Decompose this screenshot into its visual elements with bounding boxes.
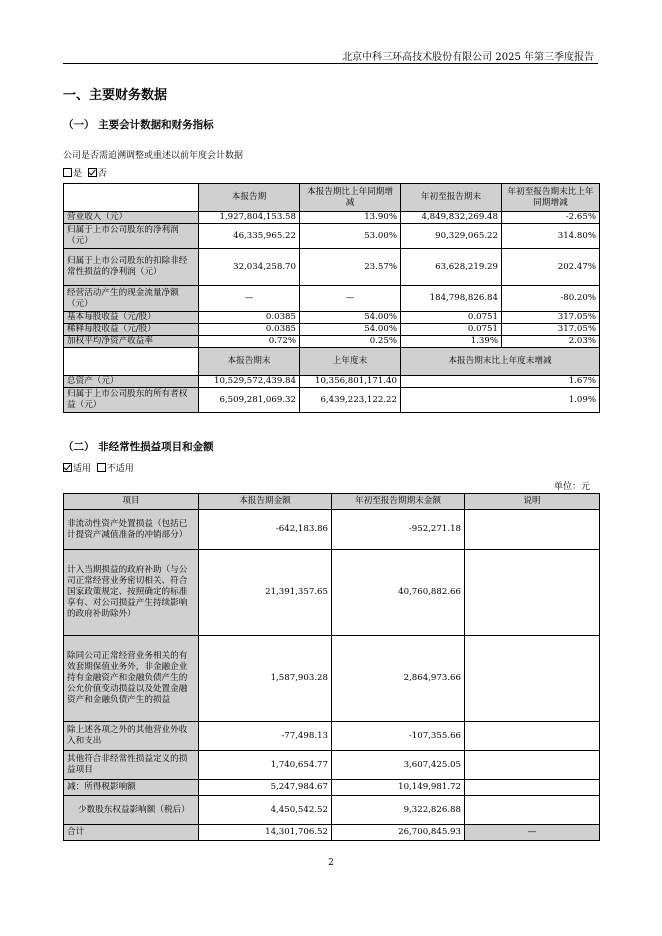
cell: 317.05% — [502, 324, 600, 336]
cell: 202.47% — [502, 249, 600, 286]
table2-header: 说明 — [465, 494, 600, 510]
row-label: 营业收入（元） — [64, 212, 199, 224]
cell: 46,335,965.22 — [199, 224, 300, 249]
cell: 1,927,804,153.58 — [199, 212, 300, 224]
cell: 1.67% — [401, 376, 600, 388]
cell: 1,740,654.77 — [199, 751, 332, 780]
table1-header: 年初至报告期末比上年同期增减 — [502, 184, 600, 212]
cell: — — [300, 286, 401, 312]
cell: 3,607,425.05 — [332, 751, 465, 780]
row-label: 归属于上市公司股东的净利润（元） — [64, 224, 199, 249]
cell: 10,149,981.72 — [332, 780, 465, 796]
unit-label: 单位：元 — [553, 482, 590, 492]
applicability-options — [63, 461, 134, 474]
restatement-note: 公司是否需追溯调整或重述以前年度会计数据 — [63, 151, 244, 161]
option-yes-label: 是 — [73, 169, 83, 179]
cell: 1,587,903.28 — [199, 636, 332, 722]
row-label: 少数股东权益影响额（税后） — [64, 796, 199, 825]
row-label: 归属于上市公司股东的扣除非经常性损益的净利润（元） — [64, 249, 199, 286]
table-row — [64, 249, 600, 286]
row-label: 合计 — [64, 825, 199, 841]
table-row — [64, 212, 600, 224]
restatement-options — [63, 166, 107, 179]
cell: 13.90% — [300, 212, 401, 224]
cell: -642,183.86 — [199, 510, 332, 550]
cell: 1.09% — [401, 388, 600, 413]
cell: 4,450,542.52 — [199, 796, 332, 825]
table2-header: 年初至报告期期末金额 — [332, 494, 465, 510]
cell: 317.05% — [502, 312, 600, 324]
cell: -80.20% — [502, 286, 600, 312]
table1-header-empty — [64, 184, 199, 212]
table1-header: 本报告期 — [199, 184, 300, 212]
table1-header-row-2 — [64, 348, 600, 376]
cell: 184,798,826.84 — [401, 286, 502, 312]
cell: 0.0751 — [401, 312, 502, 324]
cell: 2,864,973.66 — [332, 636, 465, 722]
checkbox-apply[interactable] — [63, 463, 72, 472]
table-row — [64, 780, 600, 796]
cell: — — [199, 286, 300, 312]
table-row — [64, 286, 600, 312]
row-label: 其他符合非经常性损益定义的损益项目 — [64, 751, 199, 780]
table-row — [64, 636, 600, 722]
cell: 53.00% — [300, 224, 401, 249]
option-no-label: 否 — [97, 169, 107, 179]
cell: 26,700,845.93 — [332, 825, 465, 841]
section-title: 一、主要财务数据 — [63, 88, 168, 103]
cell: 0.25% — [300, 336, 401, 348]
table1-header: 本报告期末比上年度末增减 — [401, 348, 600, 376]
cell: 54.00% — [300, 312, 401, 324]
cell: 10,356,801,171.40 — [300, 376, 401, 388]
table-row — [64, 550, 600, 636]
cell: 14,301,706.52 — [199, 825, 332, 841]
cell: 2.03% — [502, 336, 600, 348]
row-label: 经营活动产生的现金流量净额（元） — [64, 286, 199, 312]
report-header: 北京中科三环高技术股份有限公司 2025 年第三季度报告 — [342, 52, 594, 63]
option-apply-label: 适用 — [73, 464, 92, 474]
table1-header: 本报告期比上年同期增减 — [300, 184, 401, 212]
row-label: 减：所得税影响额 — [64, 780, 199, 796]
table1-header: 上年度末 — [300, 348, 401, 376]
cell: 21,391,357.65 — [199, 550, 332, 636]
subsection-1-title: （一） 主要会计数据和财务指标 — [63, 119, 214, 131]
row-label: 除上述各项之外的其他营业外收入和支出 — [64, 722, 199, 751]
cell: 10,529,572,439.84 — [199, 376, 300, 388]
cell: 5,247,984.67 — [199, 780, 332, 796]
table1-header-empty — [64, 348, 199, 376]
cell — [465, 550, 600, 636]
cell: -952,271.18 — [332, 510, 465, 550]
cell — [465, 780, 600, 796]
row-label: 计入当期损益的政府补助（与公司正常经营业务密切相关、符合国家政策规定、按照确定的标准享有、对公司损益产生持续影响的政府补助除外） — [64, 550, 199, 636]
row-label: 非流动性资产处置损益（包括已计提资产减值准备的冲销部分） — [64, 510, 199, 550]
cell: 40,760,882.66 — [332, 550, 465, 636]
header-divider — [63, 63, 598, 64]
cell: 63,628,219.29 — [401, 249, 502, 286]
table-row — [64, 376, 600, 388]
non-recurring-items-table — [63, 493, 600, 841]
checkbox-yes[interactable] — [63, 168, 72, 177]
table1-header: 本报告期末 — [199, 348, 300, 376]
table1-header: 年初至报告期末 — [401, 184, 502, 212]
cell: -77,498.13 — [199, 722, 332, 751]
row-label: 稀释每股收益（元/股） — [64, 324, 199, 336]
option-not-apply-label: 不适用 — [106, 464, 134, 474]
cell: 23.57% — [300, 249, 401, 286]
cell — [465, 722, 600, 751]
row-label: 基本每股收益（元/股） — [64, 312, 199, 324]
cell: 314.80% — [502, 224, 600, 249]
cell — [465, 636, 600, 722]
table-row — [64, 324, 600, 336]
cell: 0.72% — [199, 336, 300, 348]
cell — [465, 751, 600, 780]
cell: 9,322,826.88 — [332, 796, 465, 825]
table1-header-row — [64, 184, 600, 212]
table-row — [64, 224, 600, 249]
cell: 6,509,281,069.32 — [199, 388, 300, 413]
financial-data-table — [63, 183, 600, 413]
row-label: 归属于上市公司股东的所有者权益（元） — [64, 388, 199, 413]
row-label: 加权平均净资产收益率 — [64, 336, 199, 348]
table2-header: 本报告期金额 — [199, 494, 332, 510]
cell: -107,355.66 — [332, 722, 465, 751]
cell: 32,034,258.70 — [199, 249, 300, 286]
table-row — [64, 825, 600, 841]
table-row — [64, 722, 600, 751]
table2-header-row — [64, 494, 600, 510]
cell: 90,329,065.22 — [401, 224, 502, 249]
cell: 0.0385 — [199, 312, 300, 324]
row-label: 除同公司正常经营业务相关的有效套期保值业务外，非金融企业持有金融资产和金融负债产生的公允价值变动损益以及处置金融资产和金融负债产生的损益 — [64, 636, 199, 722]
checkbox-not-apply[interactable] — [97, 463, 106, 472]
page-number: 2 — [328, 858, 334, 868]
cell: 0.0751 — [401, 324, 502, 336]
table-row — [64, 312, 600, 324]
table-row — [64, 751, 600, 780]
cell — [465, 510, 600, 550]
row-label: 总资产（元） — [64, 376, 199, 388]
table-row — [64, 388, 600, 413]
subsection-2-title: （二） 非经常性损益项目和金额 — [63, 441, 214, 453]
table2-header: 项目 — [64, 494, 199, 510]
cell: -2.65% — [502, 212, 600, 224]
cell: 1.39% — [401, 336, 502, 348]
table-row — [64, 510, 600, 550]
cell: — — [465, 825, 600, 841]
cell — [465, 796, 600, 825]
checkbox-no[interactable] — [88, 168, 97, 177]
cell: 0.0385 — [199, 324, 300, 336]
cell: 54.00% — [300, 324, 401, 336]
table-row — [64, 796, 600, 825]
cell: 6,439,223,122.22 — [300, 388, 401, 413]
table-row — [64, 336, 600, 348]
cell: 4,849,832,269.48 — [401, 212, 502, 224]
